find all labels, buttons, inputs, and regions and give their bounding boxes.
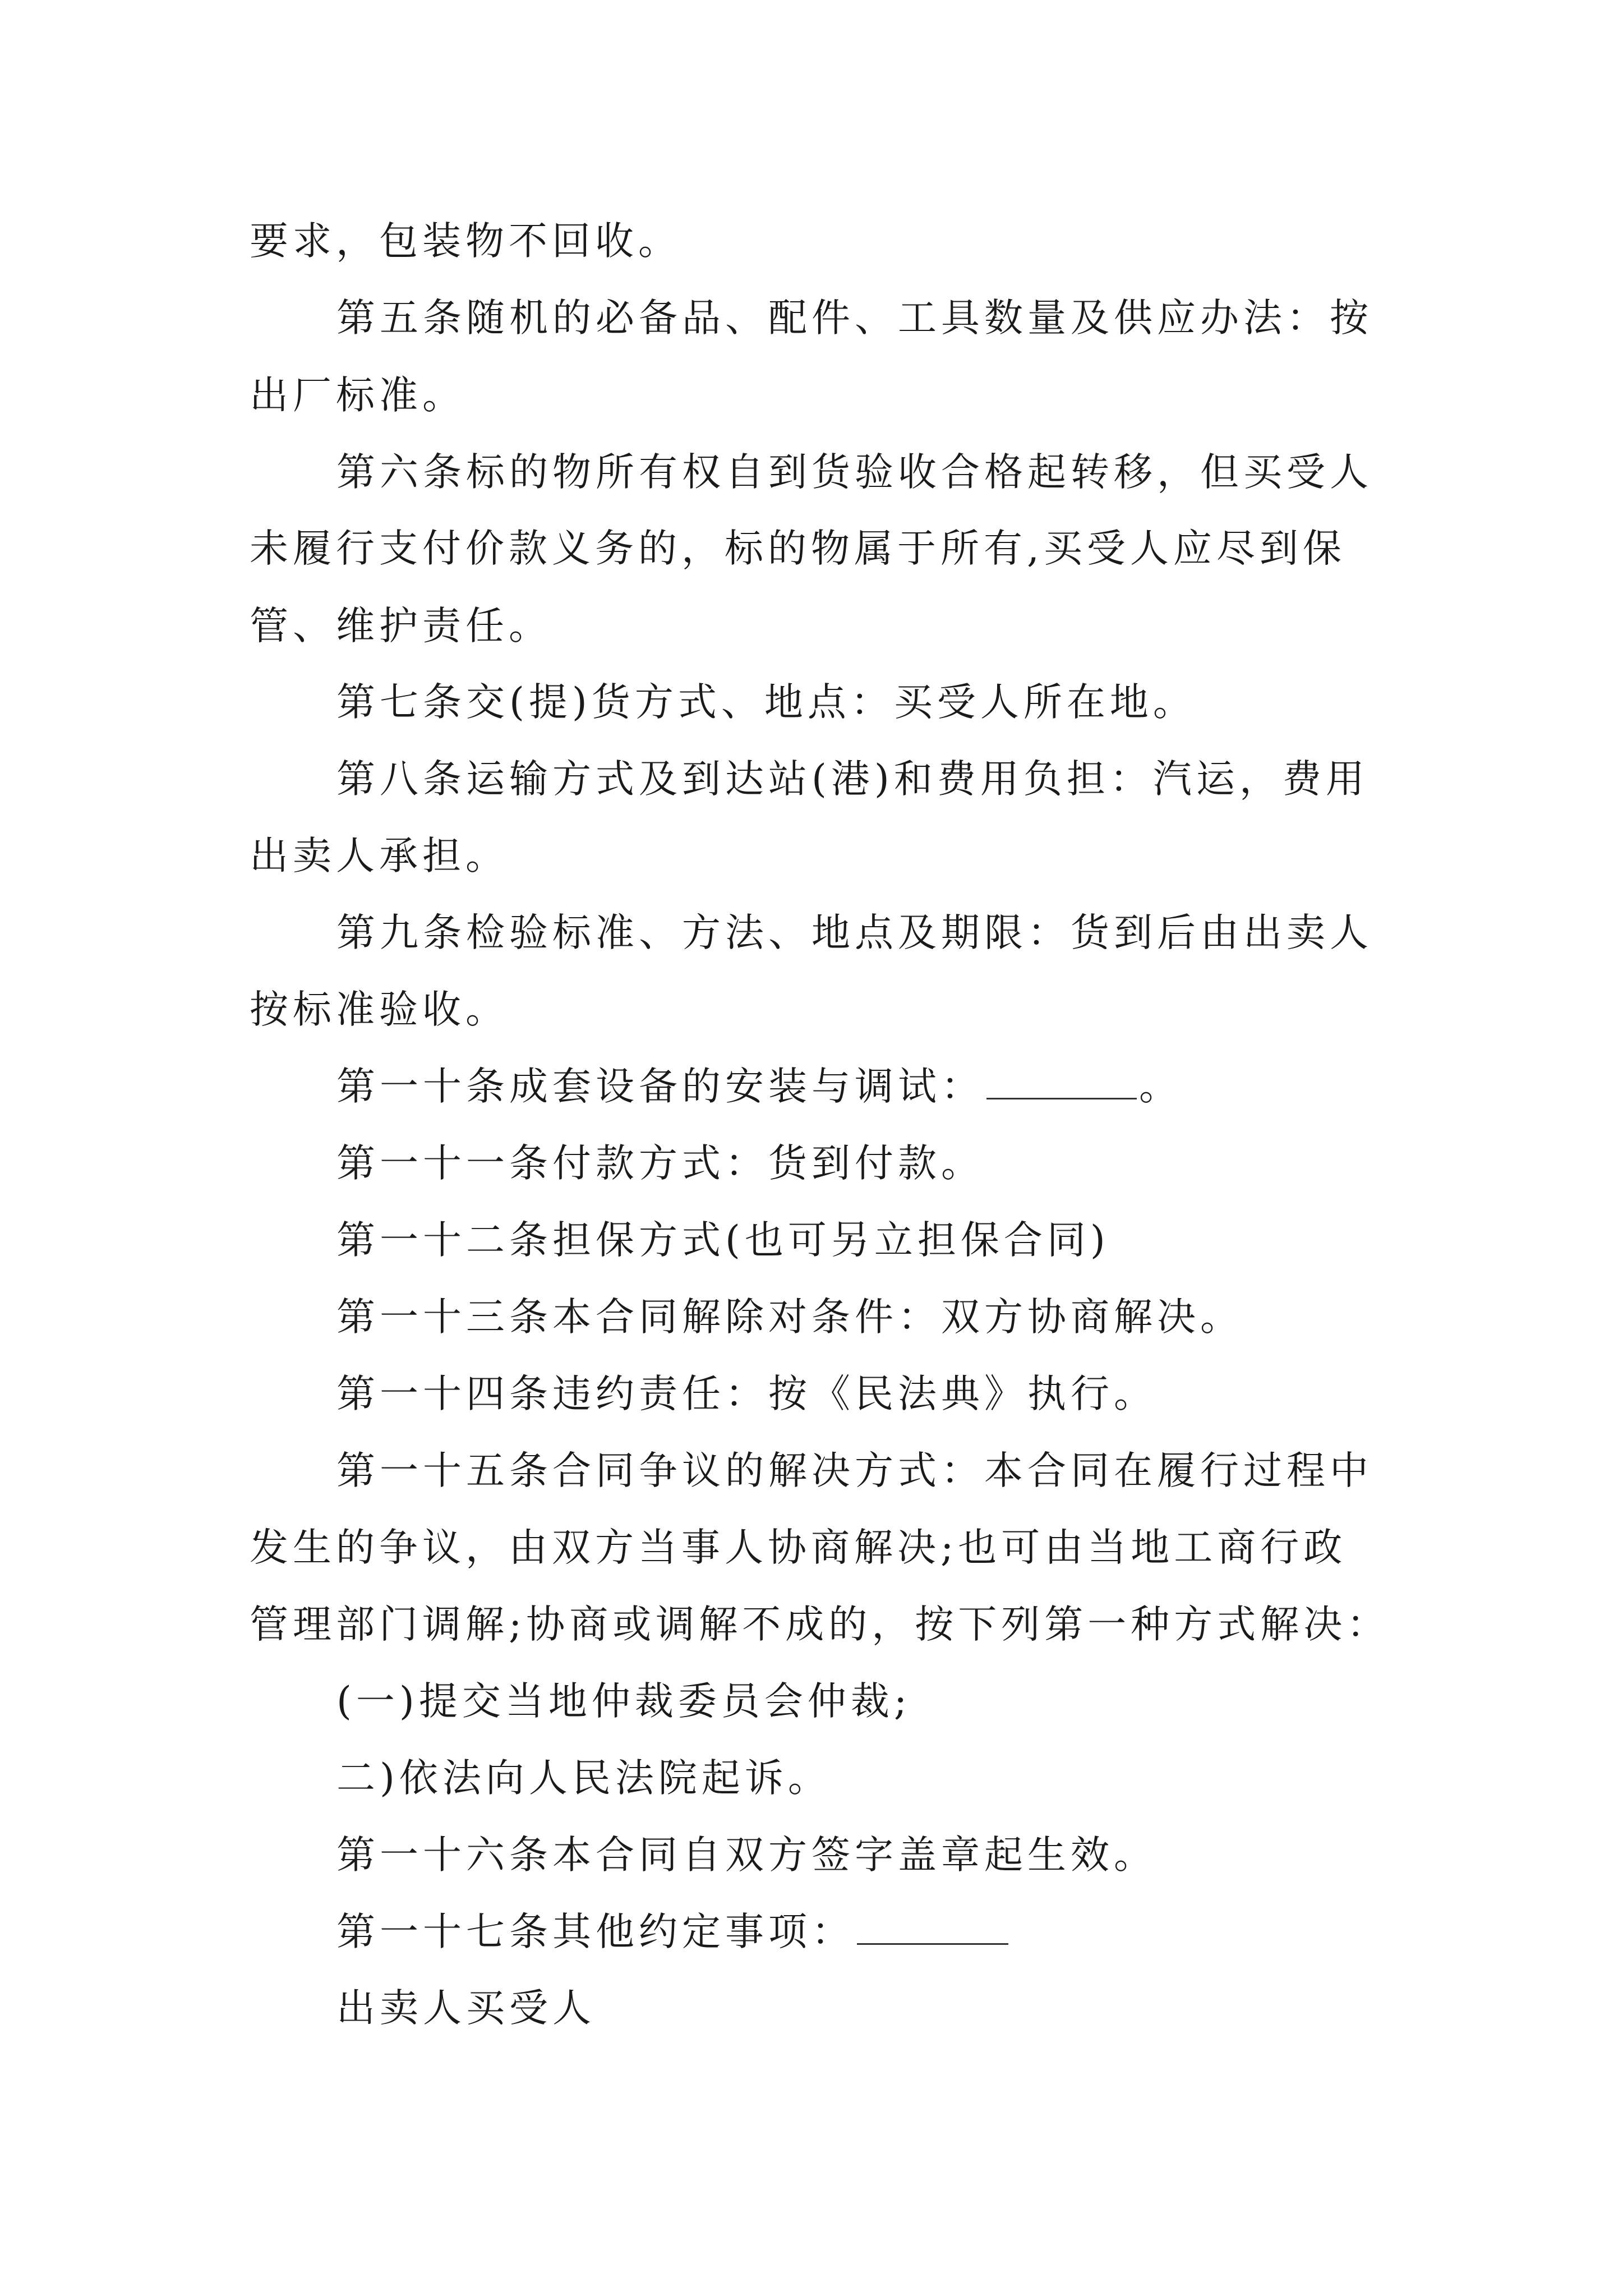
clause-6-line-2: 未履行支付价款义务的，标的物属于所有,买受人应尽到保 [250, 526, 1346, 571]
clause-13-line: 第一十三条本合同解除对条件：双方协商解决。 [336, 1295, 1243, 1340]
clause-16-line: 第一十六条本合同自双方签字盖章起生效。 [336, 1833, 1157, 1878]
option-2-line: 二)依法向人民法院起诉。 [336, 1756, 831, 1801]
option-1-line: (一)提交当地仲裁委员会仲裁; [336, 1679, 912, 1724]
clause-10-text: 第一十条成套设备的安装与调试： [336, 1064, 984, 1109]
clause-5-line-1: 第五条随机的必备品、配件、工具数量及供应办法：按 [336, 296, 1373, 341]
clause-10-line [336, 1064, 1182, 1109]
clause-8-line-2: 出卖人承担。 [250, 834, 509, 878]
clause-6-line-3: 管、维护责任。 [250, 604, 552, 648]
clause-11-line: 第一十一条付款方式：货到付款。 [336, 1141, 984, 1186]
clause-17-text: 第一十七条其他约定事项： [336, 1910, 855, 1954]
clause-9-line-2: 按标准验收。 [250, 987, 509, 1032]
clause-7-line: 第七条交(提)货方式、地点：买受人所在地。 [336, 680, 1196, 725]
text-line: 要求，包装物不回收。 [250, 219, 681, 264]
clause-15-line-3: 管理部门调解;协商或调解不成的，按下列第一种方式解决： [250, 1602, 1390, 1647]
clause-14-line: 第一十四条违约责任：按《民法典》执行。 [336, 1372, 1157, 1416]
fill-in-blank-line [857, 1910, 1008, 1945]
clause-10-end: 。 [1139, 1064, 1182, 1109]
clause-9-line-1: 第九条检验标准、方法、地点及期限：货到后由出卖人 [336, 910, 1373, 955]
clause-17-line [336, 1910, 1011, 1954]
clause-5-line-2: 出厂标准。 [250, 373, 465, 418]
clause-15-line-1: 第一十五条合同争议的解决方式：本合同在履行过程中 [336, 1448, 1373, 1493]
signature-parties-line: 出卖人买受人 [336, 1986, 596, 2031]
clause-15-line-2: 发生的争议，由双方当事人协商解决;也可由当地工商行政 [250, 1525, 1347, 1570]
fill-in-blank-line [986, 1064, 1137, 1099]
clause-6-line-1: 第六条标的物所有权自到货验收合格起转移，但买受人 [336, 450, 1373, 495]
clause-12-line: 第一十二条担保方式(也可另立担保合同) [336, 1218, 1110, 1263]
clause-8-line-1: 第八条运输方式及到达站(港)和费用负担：汽运，费用 [336, 757, 1369, 802]
